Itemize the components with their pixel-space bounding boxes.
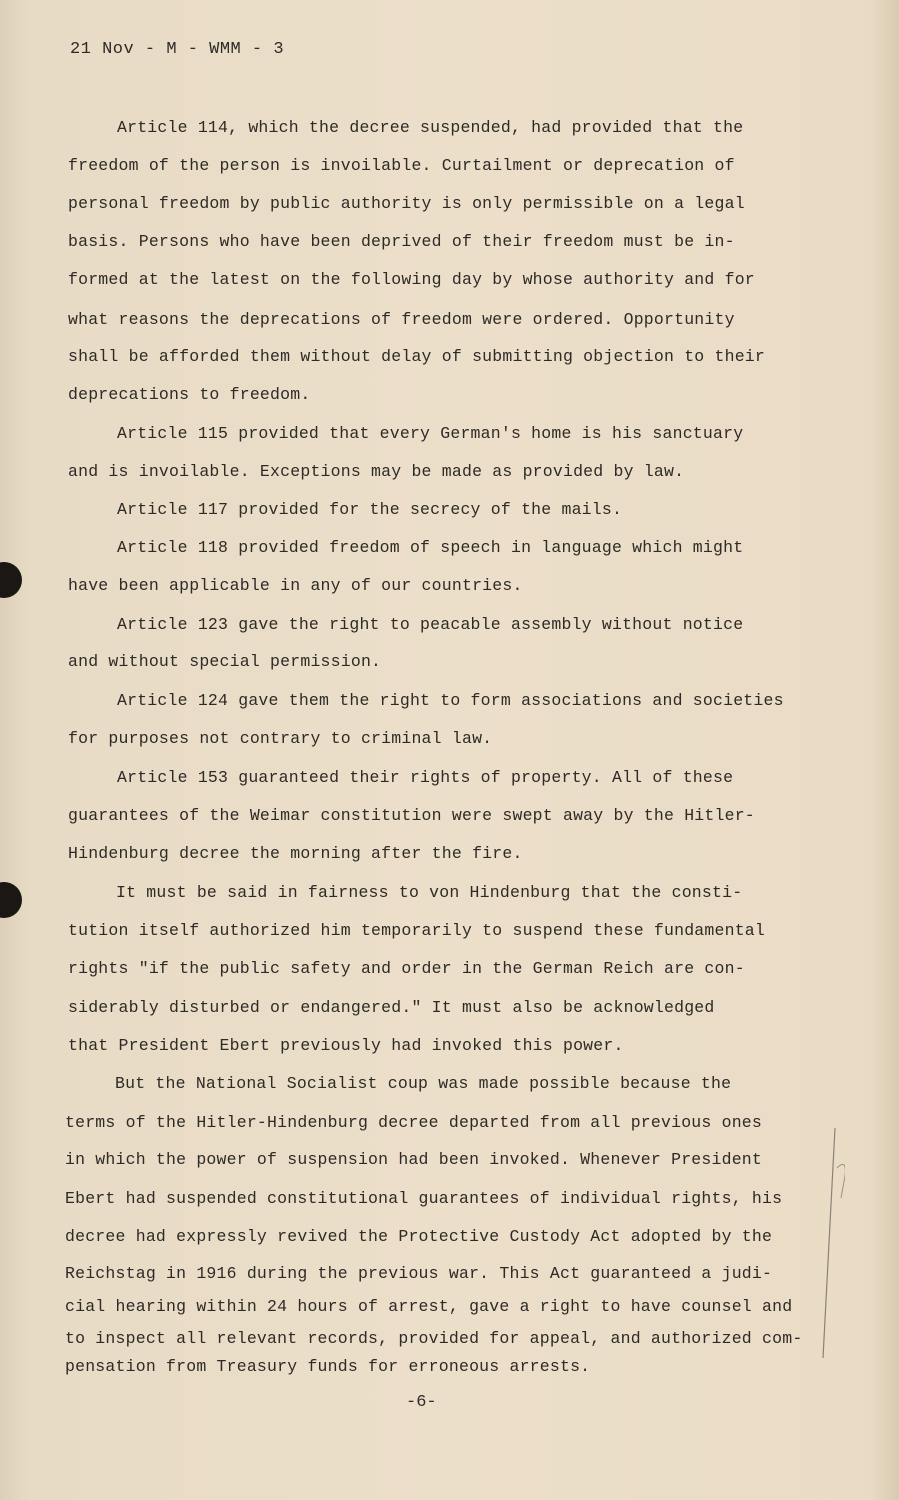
text-line: basis. Persons who have been deprived of their freedom must be in- [68, 232, 735, 251]
text-line: Article 114, which the decree suspended, had provided that the [117, 118, 744, 137]
text-line: rights "if the public safety and order in the German Reich are con- [68, 959, 745, 978]
text-line: and without special permission. [68, 652, 382, 671]
text-line: Article 117 provided for the secrecy of the mails. [117, 500, 623, 519]
text-line: Hindenburg decree the morning after the fire. [68, 844, 523, 863]
text-line: and is invoilable. Exceptions may be made as provided by law. [68, 462, 685, 481]
text-line: deprecations to freedom. [68, 385, 311, 404]
document-header: 21 Nov - M - WMM - 3 [70, 40, 285, 59]
text-line: formed at the latest on the following day by whose authority and for [68, 270, 755, 289]
binder-hole [0, 562, 22, 598]
text-line: for purposes not contrary to criminal law. [68, 729, 493, 748]
text-line: Article 124 gave them the right to form associations and societies [117, 691, 784, 710]
text-line: decree had expressly revived the Protective Custody Act adopted by the [65, 1227, 773, 1246]
text-line: in which the power of suspension had been invoked. Whenever President [65, 1150, 763, 1169]
text-line: Article 118 provided freedom of speech in language which might [117, 538, 744, 557]
text-line: Article 153 guaranteed their rights of property. All of these [117, 768, 734, 787]
pencil-margin-mark [815, 1128, 845, 1358]
text-line: Reichstag in 1916 during the previous war. This Act guaranteed a judi- [65, 1264, 773, 1283]
text-line: siderably disturbed or endangered." It must also be acknowledged [68, 998, 715, 1017]
text-line: pensation from Treasury funds for erroneous arrests. [65, 1357, 591, 1376]
text-line: have been applicable in any of our countries. [68, 576, 523, 595]
text-line: cial hearing within 24 hours of arrest, gave a right to have counsel and [65, 1297, 793, 1316]
text-line: tution itself authorized him temporarily to suspend these fundamental [68, 921, 766, 940]
text-line: shall be afforded them without delay of submitting objection to their [68, 347, 766, 366]
text-line: personal freedom by public authority is only permissible on a legal [68, 194, 745, 213]
text-line: freedom of the person is invoilable. Curtailment or deprecation of [68, 156, 735, 175]
text-line: that President Ebert previously had invoked this power. [68, 1036, 624, 1055]
page-number: -6- [406, 1393, 437, 1412]
text-line: to inspect all relevant records, provided for appeal, and authorized com- [65, 1329, 803, 1348]
binder-hole [0, 882, 22, 918]
text-line: Article 115 provided that every German's home is his sanctuary [117, 424, 744, 443]
text-line: terms of the Hitler-Hindenburg decree departed from all previous ones [65, 1113, 763, 1132]
text-line: guarantees of the Weimar constitution were swept away by the Hitler- [68, 806, 755, 825]
text-line: But the National Socialist coup was made possible because the [115, 1074, 732, 1093]
text-line: Ebert had suspended constitutional guarantees of individual rights, his [65, 1189, 783, 1208]
text-line: It must be said in fairness to von Hindenburg that the consti- [116, 883, 743, 902]
text-line: Article 123 gave the right to peacable assembly without notice [117, 615, 744, 634]
text-line: what reasons the deprecations of freedom were ordered. Opportunity [68, 310, 735, 329]
